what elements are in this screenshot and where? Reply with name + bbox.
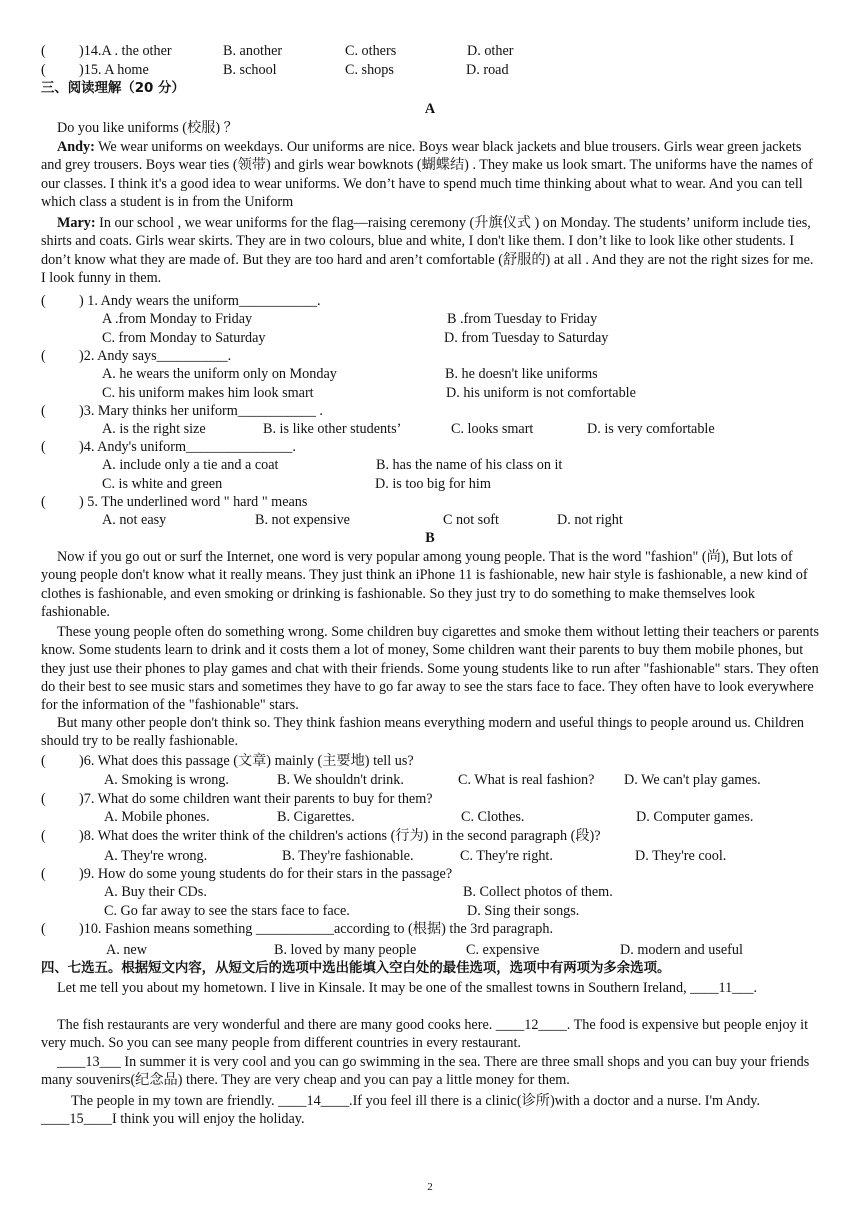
answer-paren: ( — [41, 494, 46, 510]
option-d: D. We can't play games. — [624, 772, 761, 788]
option-c: C. shops — [345, 62, 394, 78]
answer-paren: ( — [41, 403, 46, 419]
answer-paren: ( — [41, 828, 46, 844]
option-d: D. is too big for him — [375, 476, 491, 492]
passage-b-paragraph-2: These young people often do something wrong. Some children buy cigarettes and smoke them without letting their teachers or parents know. Some students learn to drink and it costs them a lot of money, Some children want their parents to buy them mobile phones, but they just use their phones to play games and chat with their friends. Some young students like to run after "fashionable" stars. They often do their best to see music stars and sometimes they have to go far away to see the stars face to face. They often have to look everywhere for the information of the "fashionable" stars. — [41, 624, 819, 714]
option-a: A. new — [106, 942, 147, 958]
passage-b-paragraph-1: Now if you go out or surf the Internet, one word is very popular among young people. That is the word "fashion" (尚), But lots of young people don't know what it really means. They just think an iPhone 11 is fashionable, new hair style is fashionable, a new kind of clothes is fashionable, and even smoking or drinking is fashionable. So they just try to do something to make themselves look fashionable. — [41, 549, 808, 620]
option-d: D. is very comfortable — [587, 421, 715, 437]
option-c: C. expensive — [466, 942, 540, 958]
question-stem: )8. What does the writer think of the children's actions (行为) in the second paragraph (段)? — [79, 828, 601, 844]
answer-paren: ( — [41, 348, 46, 364]
passage-b-label: B — [425, 530, 435, 546]
answer-paren: ( — [41, 62, 46, 78]
question-stem: )9. How do some young students do for their stars in the passage? — [79, 866, 453, 882]
answer-paren: ( — [41, 293, 46, 309]
option-d: D. not right — [557, 512, 623, 528]
option-d: D. other — [467, 43, 514, 59]
option-b: B. Cigarettes. — [277, 809, 355, 825]
answer-paren: ( — [41, 43, 46, 59]
option-a: A. is the right size — [102, 421, 206, 437]
option-b: B. school — [223, 62, 277, 78]
speaker-name: Mary: — [57, 215, 96, 231]
page-number: 2 — [427, 1181, 433, 1193]
paragraph-text: In our school , we wear uniforms for the flag—raising ceremony (升旗仪式 ) on Monday. The students’ uniform include ties, shirts and coats. Girls wear skirts. They are in two colours, blue and white, I don't like them. I don’t like to look like other students. I don’t know what they are made of. But they are too hard and aren’t comfortable (舒服的) at all . And they are not the right sizes for me. I look funny in them. — [41, 215, 814, 286]
option-a: A. Smoking is wrong. — [104, 772, 229, 788]
cloze-paragraph-1: Let me tell you about my hometown. I live in Kinsale. It may be one of the smallest towns in Southern Ireland, ____11___. — [57, 980, 758, 996]
option-b: B. is like other students’ — [263, 421, 402, 437]
option-c: C. Go far away to see the stars face to face. — [104, 903, 350, 919]
option-a: A .from Monday to Friday — [102, 311, 253, 327]
paragraph-text: We wear uniforms on weekdays. Our uniforms are nice. Boys wear black jackets and blue trousers. Girls wear green jackets and grey trousers. Boys wear ties (领带) and girls wear bowknots (蝴蝶结) . They make us look smart. The uniforms have the names of our classes. I think it's a good idea to wear uniforms. We don’t have to spend much time thinking about what to wear. And you can tell which class a student is in from the Uniform — [41, 139, 813, 210]
option-d: D. his uniform is not comfortable — [446, 385, 636, 401]
option-a: A. include only a tie and a coat — [102, 457, 279, 473]
option-c: C. Clothes. — [461, 809, 525, 825]
passage-b-paragraph-3: But many other people don't think so. They think fashion means everything modern and useful things to people around us. Children should try to be really fashionable. — [41, 715, 805, 750]
cloze-paragraph-2: The fish restaurants are very wonderful and there are many good cooks here. ____12____. The food is expensive but people enjoy it very much. So you can see many people from different countries in every restaurant. — [41, 1017, 809, 1052]
cloze-paragraph-3: ____13___ In summer it is very cool and you can go swimming in the sea. There are three small shops and you can buy your friends many souvenirs(纪念品) there. They are very cheap and you can pay a little money for them. — [41, 1054, 810, 1089]
option-b: B. loved by many people — [274, 942, 417, 958]
option-d: D. Sing their songs. — [467, 903, 580, 919]
cloze-paragraph-4: The people in my town are friendly. ____14____.If you feel ill there is a clinic(诊所)with a doctor and a nurse. I'm Andy. ____15____I think you will enjoy the holiday. — [41, 1093, 761, 1128]
option-c: C. from Monday to Saturday — [102, 330, 266, 346]
question-stem: )15. A home — [79, 62, 149, 78]
option-b: B. has the name of his class on it — [376, 457, 563, 473]
question-stem: )2. Andy says__________. — [79, 348, 232, 364]
question-stem: )7. What do some children want their parents to buy for them? — [79, 791, 433, 807]
question-stem: )3. Mary thinks her uniform___________ . — [79, 403, 323, 419]
option-b: B. he doesn't like uniforms — [445, 366, 598, 382]
option-c: C. What is real fashion? — [458, 772, 595, 788]
answer-paren: ( — [41, 921, 46, 937]
option-b: B .from Tuesday to Friday — [447, 311, 598, 327]
question-stem: )6. What does this passage (文章) mainly (主要地) tell us? — [79, 753, 414, 769]
question-stem: ) 1. Andy wears the uniform___________. — [79, 293, 321, 309]
option-d: D. from Tuesday to Saturday — [444, 330, 609, 346]
mary-paragraph — [41, 214, 820, 287]
option-c: C not soft — [443, 512, 499, 528]
passage-a-label: A — [424, 101, 436, 117]
option-b: B. Collect photos of them. — [463, 884, 613, 900]
option-d: D. road — [466, 62, 509, 78]
option-a: A. Buy their CDs. — [104, 884, 207, 900]
speaker-name: Andy: — [57, 139, 95, 155]
answer-paren: ( — [41, 753, 46, 769]
option-c: C. looks smart — [451, 421, 534, 437]
answer-paren: ( — [41, 791, 46, 807]
option-a: A. not easy — [102, 512, 167, 528]
option-a: A. Mobile phones. — [104, 809, 210, 825]
option-c: C. others — [345, 43, 397, 59]
answer-paren: ( — [41, 439, 46, 455]
option-a: A. They're wrong. — [104, 848, 208, 864]
question-stem: )10. Fashion means something ___________according to (根据) the 3rd paragraph. — [79, 921, 553, 937]
answer-paren: ( — [41, 866, 46, 882]
option-d: D. Computer games. — [636, 809, 754, 825]
andy-paragraph — [41, 138, 820, 211]
option-c: C. his uniform makes him look smart — [102, 385, 314, 401]
option-c: C. They're right. — [460, 848, 553, 864]
option-d: D. They're cool. — [635, 848, 727, 864]
question-stem: ) 5. The underlined word " hard " means — [79, 494, 308, 510]
section-4-heading: 四、七选五。根据短文内容，从短文后的选项中选出能填入空白处的最佳选项，选项中有两项为多余选项。 — [41, 961, 671, 976]
question-stem: )14.A . the other — [79, 43, 172, 59]
passage-a-intro: Do you like uniforms (校服) ？ — [57, 120, 238, 136]
option-c: C. is white and green — [102, 476, 223, 492]
option-b: B. They're fashionable. — [282, 848, 414, 864]
section-3-heading: 三、阅读理解（20 分） — [41, 81, 185, 96]
option-d: D. modern and useful — [620, 942, 743, 958]
option-b: B. not expensive — [255, 512, 350, 528]
option-a: A. he wears the uniform only on Monday — [102, 366, 337, 382]
option-b: B. We shouldn't drink. — [277, 772, 404, 788]
question-stem: )4. Andy's uniform_______________. — [79, 439, 296, 455]
option-b: B. another — [223, 43, 283, 59]
